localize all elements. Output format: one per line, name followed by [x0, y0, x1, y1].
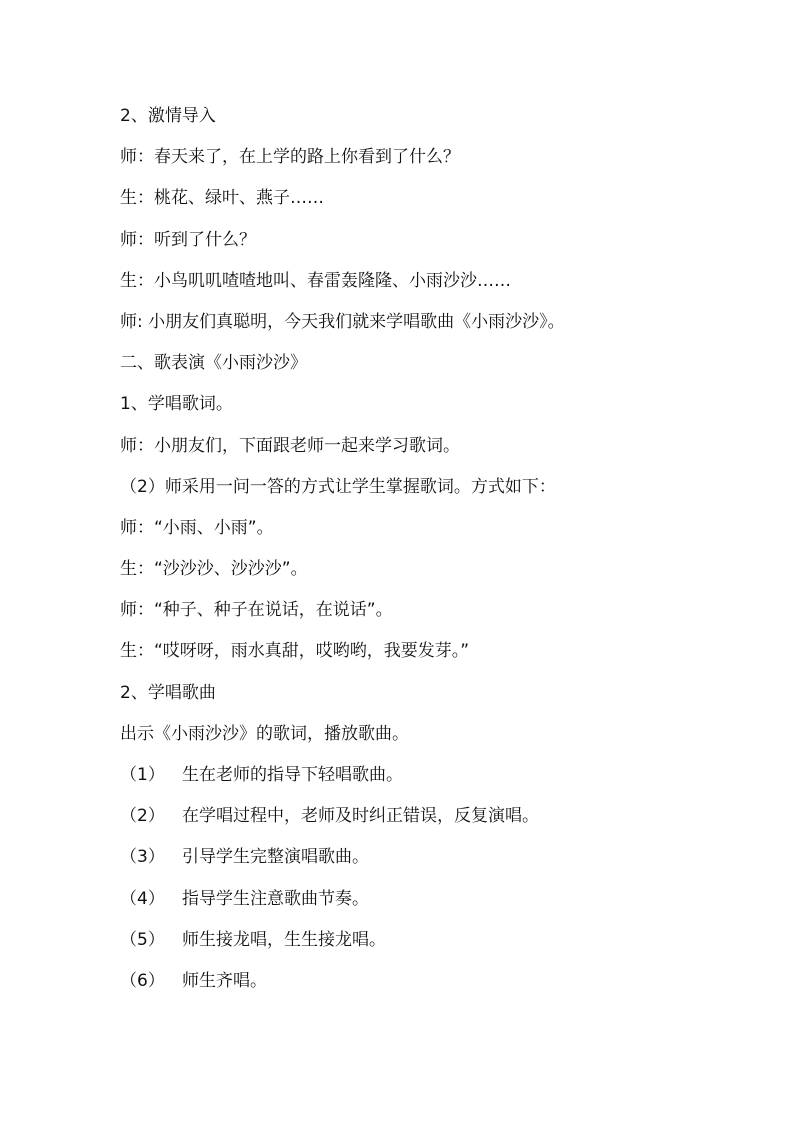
- step-text: 指导学生注意歌曲节奏。: [182, 888, 369, 909]
- subsection-heading: 1、学唱歌词。: [120, 394, 233, 415]
- dialogue-line: 师：小朋友们，下面跟老师一起来学习歌词。: [120, 435, 460, 456]
- dialogue-line: 师: 小朋友们真聪明，今天我们就来学唱歌曲《小雨沙沙》。: [120, 311, 565, 332]
- document-body: [120, 101, 680, 1007]
- dialogue-line: 师：“小雨、小雨”。: [120, 517, 274, 538]
- step-number: （3）: [120, 847, 165, 868]
- step-text: 在学唱过程中，老师及时纠正错误，反复演唱。: [182, 806, 539, 827]
- step-item: [120, 925, 680, 966]
- instruction-line: （2）师采用一问一答的方式让学生掌握歌词。方式如下：: [120, 476, 556, 497]
- step-item: [120, 966, 680, 1007]
- step-number: （5）: [120, 929, 165, 950]
- step-text: 师生齐唱。: [182, 970, 267, 991]
- dialogue-line: 生：小鸟叽叽喳喳地叫、春雷轰隆隆、小雨沙沙……: [120, 270, 511, 291]
- dialogue-line: 生：“沙沙沙、沙沙沙”。: [120, 559, 308, 580]
- step-number: （4）: [120, 888, 165, 909]
- section-heading: 二、歌表演《小雨沙沙》: [120, 353, 307, 374]
- step-number: （2）: [120, 806, 165, 827]
- step-text: 生在老师的指导下轻唱歌曲。: [182, 765, 403, 785]
- step-item: [120, 801, 680, 842]
- dialogue-line: 生：“哎呀呀，雨水真甜，哎哟哟，我要发芽。”: [120, 641, 470, 662]
- dialogue-line: 师：听到了什么？: [120, 229, 256, 250]
- section-heading: 2、激情导入: [120, 106, 216, 126]
- dialogue-line: 生：桃花、绿叶、燕子……: [120, 188, 324, 209]
- subsection-heading: 2、学唱歌曲: [120, 682, 216, 703]
- dialogue-line: 师：“种子、种子在说话，在说话”。: [120, 600, 393, 621]
- step-item: [120, 842, 680, 883]
- instruction-line: 出示《小雨沙沙》的歌词，播放歌曲。: [120, 723, 409, 744]
- step-item: [120, 760, 680, 801]
- step-item: [120, 884, 680, 925]
- step-text: 引导学生完整演唱歌曲。: [182, 847, 369, 868]
- step-number: （6）: [120, 970, 165, 991]
- dialogue-line: 师：春天来了，在上学的路上你看到了什么？: [120, 147, 460, 168]
- step-text: 师生接龙唱，生生接龙唱。: [182, 929, 386, 950]
- step-number: （1）: [120, 765, 165, 785]
